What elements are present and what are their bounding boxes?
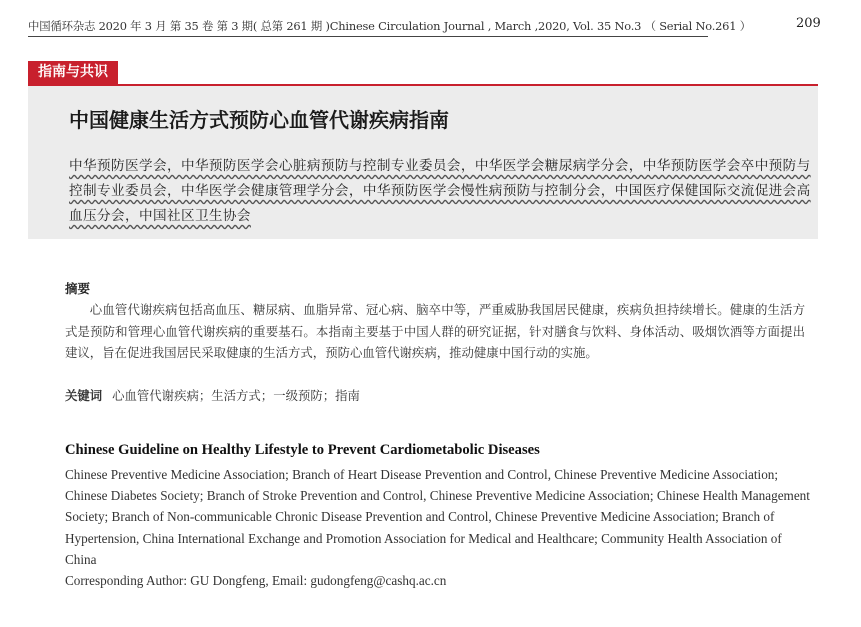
keywords-text: 心血管代谢疾病；生活方式；一级预防；指南 xyxy=(112,388,360,403)
title-panel-rule xyxy=(28,84,818,86)
running-head: 中国循环杂志 2020 年 3 月 第 35 卷 第 3 期( 总第 261 期 )Chinese Circulation Journal , March ,2020, Vol. 35 No.3 （ Serial No.261 ） xyxy=(28,18,708,37)
title-panel xyxy=(28,84,818,239)
corresponding-author: Corresponding Author: GU Dongfeng, Email: gudongfeng@cashq.ac.cn xyxy=(65,573,447,588)
keywords-label: 关键词 xyxy=(65,388,103,403)
english-title: Chinese Guideline on Healthy Lifestyle to Prevent Cardiometabolic Diseases xyxy=(65,442,540,458)
authors-cn xyxy=(69,154,814,229)
section-tag: 指南与共识 xyxy=(28,61,118,84)
article-title: 中国健康生活方式预防心血管代谢疾病指南 xyxy=(69,108,449,132)
authors-cn-text: 中华预防医学会，中华预防医学会心脏病预防与控制专业委员会，中华医学会糖尿病学分会，中华预防医学会卒中预防与控制专业委员会，中华医学会健康管理学分会，中华预防医学会慢性病预防与控制分会，中国医疗保健国际交流促进会高血压分会，中国社区卫生协会 xyxy=(69,158,811,224)
keywords xyxy=(65,386,360,404)
abstract-body: 心血管代谢疾病包括高血压、糖尿病、血脂异常、冠心病、脑卒中等，严重威胁我国居民健康，疾病负担持续增长。健康的生活方式是预防和管理心血管代谢疾病的重要基石。本指南主要基于中国人群的研究证据，针对膳食与饮料、身体活动、吸烟饮酒等方面提出建议，旨在促进我国居民采取健康的生活方式，预防心血管代谢疾病，推动健康中国行动的实施。 xyxy=(65,302,805,360)
english-authors: Chinese Preventive Medicine Association; Branch of Heart Disease Prevention and Control, Chinese Preventive Medicine Association; Chinese Diabetes Society; Branch of Stroke Prevention and Control, Chinese Preventive Medicine Association; Chinese Health Management Society; Branch of Non-communicable Chronic Disease Prevention and Control, Chinese Preventive Medicine Association; Branch of Hypertension, China International Exchange and Promotion Association for Medical and Healthcare; Community Health Association of China xyxy=(65,467,810,567)
page-number: 209 xyxy=(796,16,821,31)
abstract-heading: 摘要 xyxy=(65,281,91,296)
